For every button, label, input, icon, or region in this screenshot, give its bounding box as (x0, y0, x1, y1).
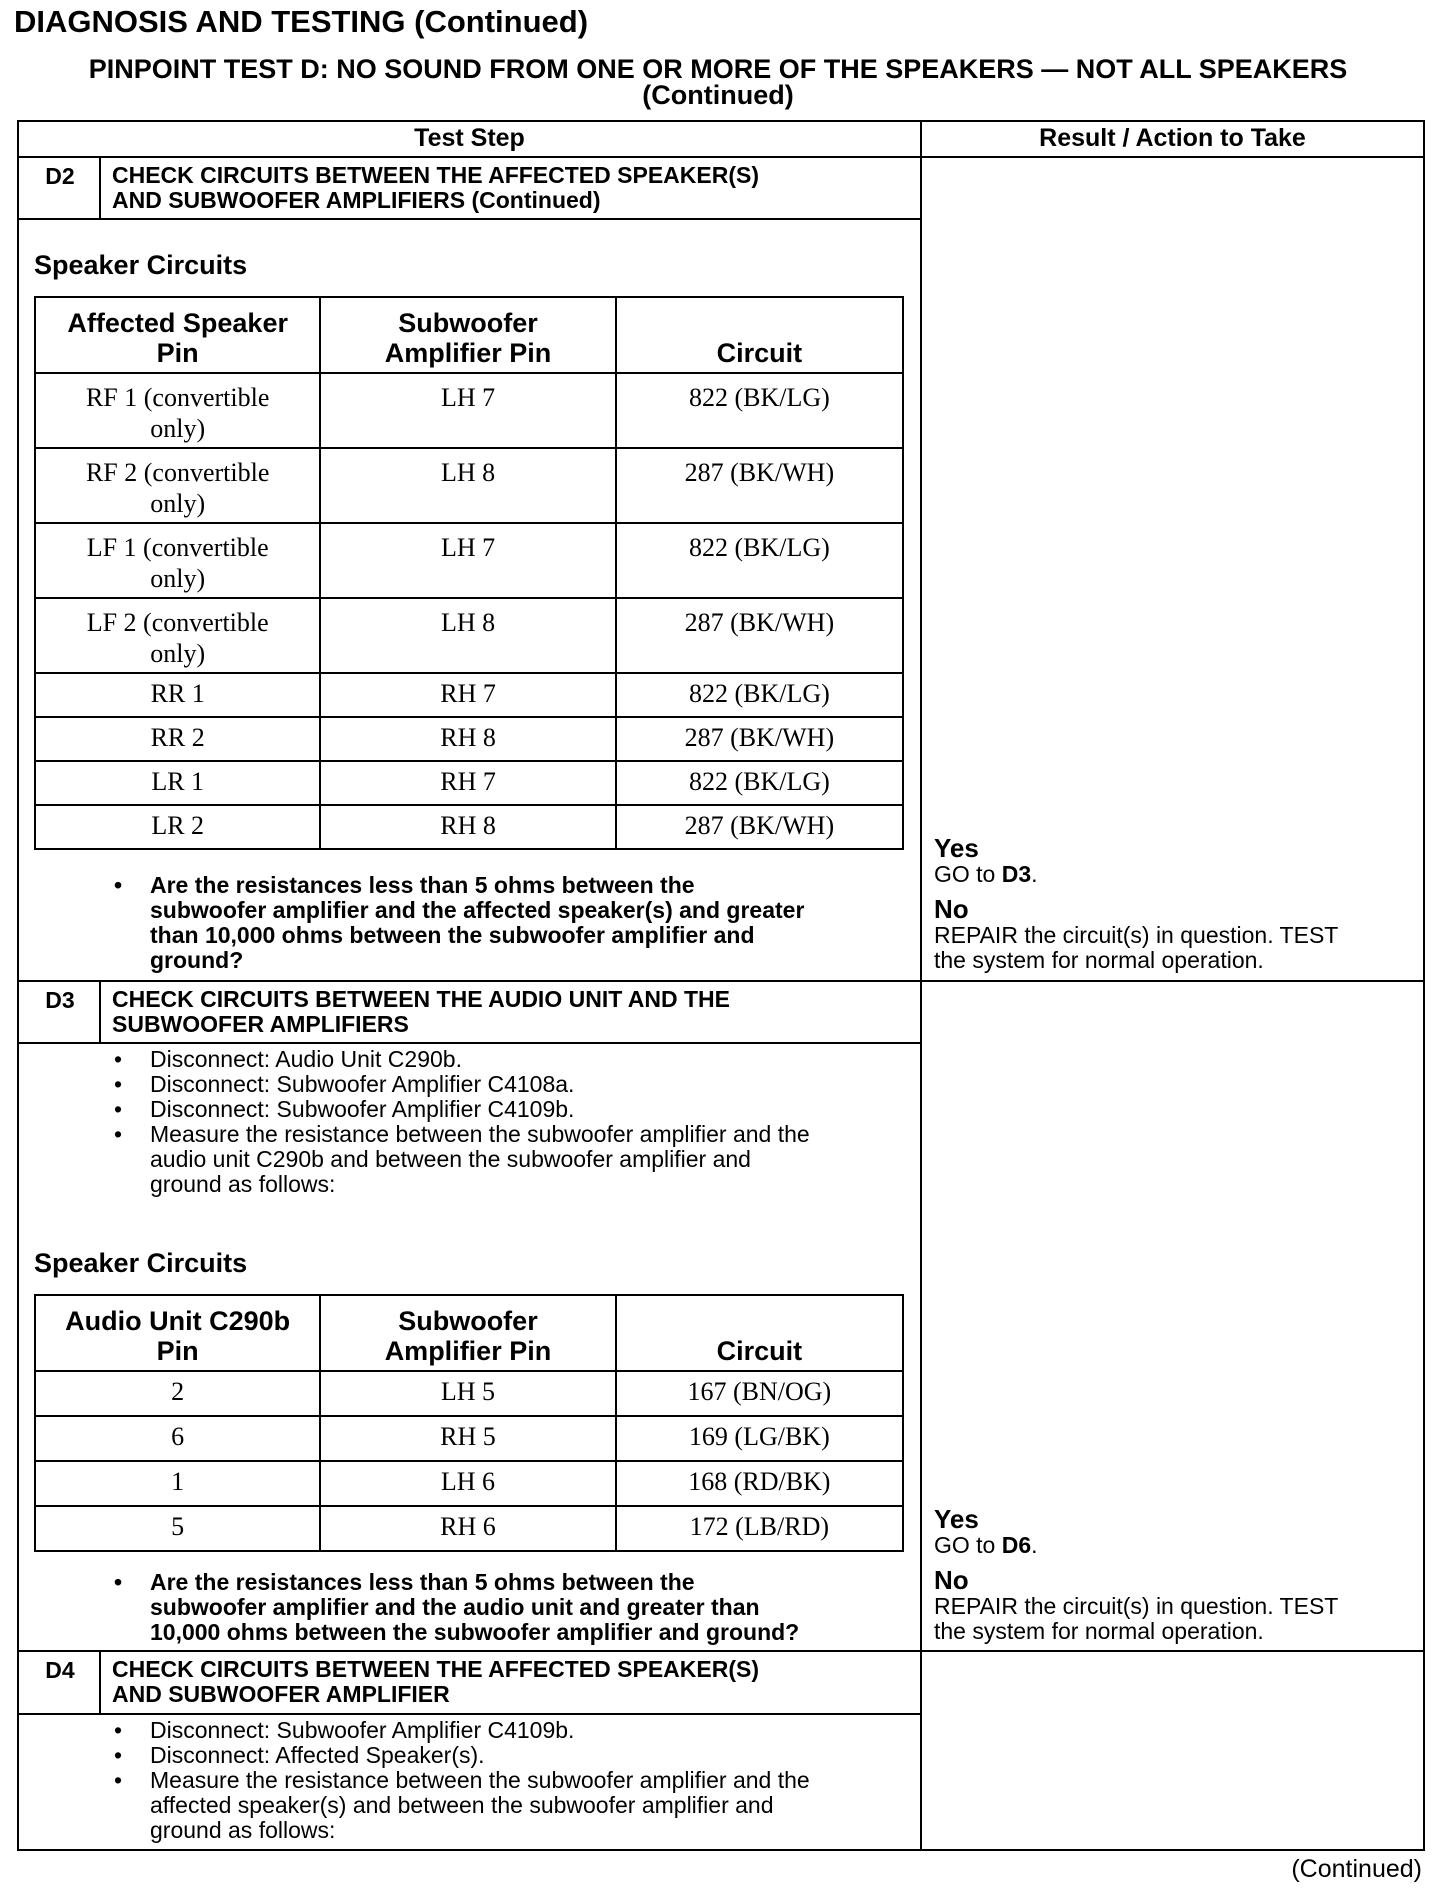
speaker-pin-cell: LR 2 (35, 805, 320, 849)
instruction-item: • Measure the resistance between the subwoofer amplifier and the affected speaker(s) and between the subwoofer amplifier and ground as follows: (150, 1768, 910, 1843)
step-title-line: CHECK CIRCUITS BETWEEN THE AFFECTED SPEAKER(S) (112, 1656, 759, 1682)
step-id: D3 (45, 987, 75, 1013)
audio-unit-pin-cell: 1 (35, 1461, 320, 1506)
table-row (35, 523, 903, 598)
amplifier-pin-cell: RH 7 (320, 761, 615, 805)
table-right-border (1423, 120, 1425, 1851)
step-title-line: CHECK CIRCUITS BETWEEN THE AFFECTED SPEAKER(S) (112, 162, 759, 188)
page-header: DIAGNOSIS AND TESTING (Continued) (14, 4, 589, 39)
table-row (35, 673, 903, 717)
yes-label: Yes (934, 1504, 979, 1534)
d2-question (150, 873, 910, 973)
d3-question (150, 1570, 910, 1645)
column-header-result: Result / Action to Take (1039, 124, 1306, 152)
question-bullet: • Are the resistances less than 5 ohms between the subwoofer amplifier and the affected speaker(s) and greater than 10,000 ohms between the subwoofer amplifier and ground? (150, 873, 910, 973)
d3-instructions (150, 1047, 910, 1197)
header-subwoofer-amplifier-pin: Subwoofer Amplifier Pin (320, 1295, 615, 1371)
go-to-step-link[interactable]: D6 (1001, 1532, 1032, 1558)
d3-result (934, 1505, 1338, 1644)
amplifier-pin-cell: RH 6 (320, 1506, 615, 1551)
section-label: Speaker Circuits (34, 1248, 248, 1278)
step-divider-d4 (17, 1650, 1425, 1652)
column-header-test-step: Test Step (414, 124, 525, 152)
header-circuit: Circuit (616, 297, 903, 373)
amplifier-pin-cell: RH 8 (320, 717, 615, 761)
step-title-line: AND SUBWOOFER AMPLIFIER (112, 1681, 450, 1707)
speaker-pin-cell: LF 2 (convertible only) (35, 598, 320, 673)
table-row (35, 717, 903, 761)
no-label: No (934, 1565, 969, 1595)
instruction-item: • Disconnect: Subwoofer Amplifier C4109b. (150, 1718, 910, 1743)
header-circuit: Circuit (616, 1295, 903, 1371)
circuit-cell: 287 (BK/WH) (616, 598, 903, 673)
amplifier-pin-cell: LH 7 (320, 523, 615, 598)
speaker-circuits-table (34, 1294, 904, 1552)
section-label: Speaker Circuits (34, 250, 248, 280)
circuit-cell: 822 (BK/LG) (616, 761, 903, 805)
table-row (35, 761, 903, 805)
pinpoint-test-title (20, 56, 1416, 108)
d4-title-underline (17, 1713, 921, 1715)
step-id: D4 (45, 1657, 75, 1683)
table-row (35, 805, 903, 849)
audio-unit-pin-cell: 2 (35, 1371, 320, 1416)
table-row (35, 598, 903, 673)
circuit-cell: 287 (BK/WH) (616, 805, 903, 849)
d3-title-underline (17, 1042, 921, 1044)
audio-unit-pin-cell: 6 (35, 1416, 320, 1461)
speaker-pin-cell: RR 1 (35, 673, 320, 717)
audio-unit-pin-cell: 5 (35, 1506, 320, 1551)
circuit-cell: 172 (LB/RD) (616, 1506, 903, 1551)
speaker-pin-cell: LF 1 (convertible only) (35, 523, 320, 598)
circuit-cell: 822 (BK/LG) (616, 373, 903, 448)
step-title (112, 1657, 759, 1707)
step-id: D2 (45, 163, 75, 189)
instruction-item: • Disconnect: Subwoofer Amplifier C4108a. (150, 1072, 910, 1097)
amplifier-pin-cell: RH 7 (320, 673, 615, 717)
table-row (35, 448, 903, 523)
speaker-pin-cell: RF 2 (convertible only) (35, 448, 320, 523)
circuit-cell: 287 (BK/WH) (616, 717, 903, 761)
speaker-circuits-table (34, 296, 904, 850)
step-title-line: SUBWOOFER AMPLIFIERS (112, 1011, 409, 1037)
circuit-cell: 168 (RD/BK) (616, 1461, 903, 1506)
header-divider (17, 156, 1425, 158)
table-bottom-border (17, 1849, 1425, 1851)
amplifier-pin-cell: RH 5 (320, 1416, 615, 1461)
d2-title-underline (17, 218, 921, 220)
header-audio-unit-pin: Audio Unit C290b Pin (35, 1295, 320, 1371)
header-affected-speaker-pin: Affected Speaker Pin (35, 297, 320, 373)
pinpoint-continued: (Continued) (642, 80, 794, 110)
circuit-cell: 822 (BK/LG) (616, 673, 903, 717)
step-title (112, 987, 730, 1037)
amplifier-pin-cell: LH 7 (320, 373, 615, 448)
table-left-border (17, 120, 19, 1851)
table-row (35, 1371, 903, 1416)
amplifier-pin-cell: LH 8 (320, 448, 615, 523)
no-action: REPAIR the circuit(s) in question. TEST the system for normal operation. (934, 1593, 1339, 1644)
pinpoint-test-name: PINPOINT TEST D: NO SOUND FROM ONE OR MORE OF THE SPEAKERS — NOT ALL SPEAKERS (88, 54, 1348, 84)
header-subwoofer-amplifier-pin: Subwoofer Amplifier Pin (320, 297, 615, 373)
question-bullet: • Are the resistances less than 5 ohms between the subwoofer amplifier and the audio unit and greater than 10,000 ohms between the subwoofer amplifier and ground? (150, 1570, 910, 1645)
table-row (35, 1416, 903, 1461)
speaker-pin-cell: RR 2 (35, 717, 320, 761)
instruction-item: • Measure the resistance between the subwoofer amplifier and the audio unit C290b and between the subwoofer amplifier and ground as follows: (150, 1122, 910, 1197)
table-row (35, 1506, 903, 1551)
table-header-row (35, 1295, 903, 1371)
page-footer-continued: (Continued) (1291, 1855, 1422, 1883)
no-label: No (934, 894, 969, 924)
table-row (35, 1461, 903, 1506)
go-to-step-link[interactable]: D3 (1001, 861, 1032, 887)
yes-label: Yes (934, 833, 979, 863)
table-top-border (17, 120, 1425, 122)
step-divider-d3 (17, 980, 1425, 982)
circuit-cell: 287 (BK/WH) (616, 448, 903, 523)
amplifier-pin-cell: RH 8 (320, 805, 615, 849)
amplifier-pin-cell: LH 8 (320, 598, 615, 673)
table-row (35, 373, 903, 448)
instruction-item: • Disconnect: Subwoofer Amplifier C4109b. (150, 1097, 910, 1122)
yes-action: GO to D6. (934, 1532, 1038, 1558)
table-header-row (35, 297, 903, 373)
instruction-item: • Disconnect: Affected Speaker(s). (150, 1743, 910, 1768)
d4-instructions (150, 1718, 910, 1843)
instruction-item: • Disconnect: Audio Unit C290b. (150, 1047, 910, 1072)
circuit-cell: 822 (BK/LG) (616, 523, 903, 598)
yes-action: GO to D3. (934, 861, 1038, 887)
step-title-line: CHECK CIRCUITS BETWEEN THE AUDIO UNIT AND THE (112, 986, 731, 1012)
amplifier-pin-cell: LH 5 (320, 1371, 615, 1416)
d2-result (934, 834, 1338, 973)
circuit-cell: 169 (LG/BK) (616, 1416, 903, 1461)
amplifier-pin-cell: LH 6 (320, 1461, 615, 1506)
step-title-line: AND SUBWOOFER AMPLIFIERS (Continued) (112, 187, 601, 213)
circuit-cell: 167 (BN/OG) (616, 1371, 903, 1416)
step-title (112, 163, 759, 213)
no-action: REPAIR the circuit(s) in question. TEST the system for normal operation. (934, 922, 1339, 973)
column-divider (920, 120, 922, 1851)
speaker-pin-cell: LR 1 (35, 761, 320, 805)
speaker-pin-cell: RF 1 (convertible only) (35, 373, 320, 448)
